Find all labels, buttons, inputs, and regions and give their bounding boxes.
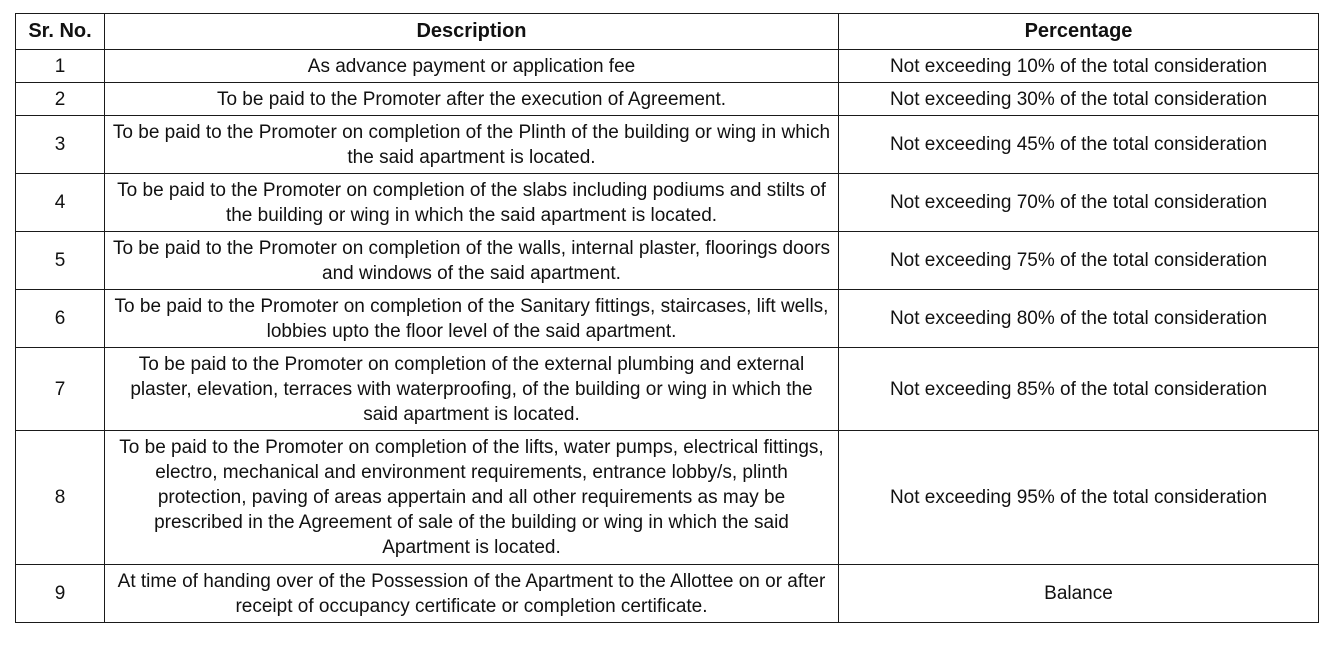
cell-description: To be paid to the Promoter on completion of the walls, internal plaster, floorings doors and windows of the said apartment.	[105, 232, 839, 290]
cell-percentage: Not exceeding 80% of the total consideration	[839, 290, 1319, 348]
cell-percentage: Not exceeding 70% of the total consideration	[839, 174, 1319, 232]
cell-sr-no: 3	[16, 116, 105, 174]
table-row	[16, 232, 1319, 290]
cell-description: To be paid to the Promoter on completion of the external plumbing and external plaster, elevation, terraces with waterproofing, of the building or wing in which the said apartment is located.	[105, 348, 839, 431]
cell-description: To be paid to the Promoter after the execution of Agreement.	[105, 83, 839, 116]
cell-percentage: Not exceeding 95% of the total consideration	[839, 431, 1319, 565]
cell-sr-no: 7	[16, 348, 105, 431]
cell-description: To be paid to the Promoter on completion of the slabs including podiums and stilts of the building or wing in which the said apartment is located.	[105, 174, 839, 232]
cell-description: To be paid to the Promoter on completion of the Plinth of the building or wing in which the said apartment is located.	[105, 116, 839, 174]
table-row	[16, 348, 1319, 431]
payment-schedule-table	[15, 13, 1319, 623]
cell-percentage: Not exceeding 10% of the total consideration	[839, 50, 1319, 83]
cell-percentage: Not exceeding 30% of the total consideration	[839, 83, 1319, 116]
header-percentage: Percentage	[839, 14, 1319, 50]
cell-sr-no: 6	[16, 290, 105, 348]
cell-description: At time of handing over of the Possession of the Apartment to the Allottee on or after receipt of occupancy certificate or completion certificate.	[105, 565, 839, 623]
cell-sr-no: 1	[16, 50, 105, 83]
table-row	[16, 290, 1319, 348]
table-row	[16, 174, 1319, 232]
cell-percentage: Not exceeding 75% of the total consideration	[839, 232, 1319, 290]
cell-percentage: Not exceeding 45% of the total consideration	[839, 116, 1319, 174]
cell-sr-no: 8	[16, 431, 105, 565]
cell-description: To be paid to the Promoter on completion of the Sanitary fittings, staircases, lift wells, lobbies upto the floor level of the said apartment.	[105, 290, 839, 348]
cell-sr-no: 5	[16, 232, 105, 290]
cell-sr-no: 4	[16, 174, 105, 232]
table-row	[16, 565, 1319, 623]
cell-percentage: Balance	[839, 565, 1319, 623]
table-row	[16, 83, 1319, 116]
header-sr-no: Sr. No.	[16, 14, 105, 50]
table-row	[16, 431, 1319, 565]
cell-description: To be paid to the Promoter on completion of the lifts, water pumps, electrical fittings, electro, mechanical and environment requirements, entrance lobby/s, plinth protection, paving of areas appertain and all other requirements as may be prescribed in the Agreement of sale of the building or wing in which the said Apartment is located.	[105, 431, 839, 565]
cell-sr-no: 9	[16, 565, 105, 623]
cell-description: As advance payment or application fee	[105, 50, 839, 83]
table-header-row	[16, 14, 1319, 50]
cell-sr-no: 2	[16, 83, 105, 116]
cell-percentage: Not exceeding 85% of the total consideration	[839, 348, 1319, 431]
payment-schedule-sheet	[15, 13, 1319, 623]
header-description: Description	[105, 14, 839, 50]
table-row	[16, 116, 1319, 174]
table-row	[16, 50, 1319, 83]
